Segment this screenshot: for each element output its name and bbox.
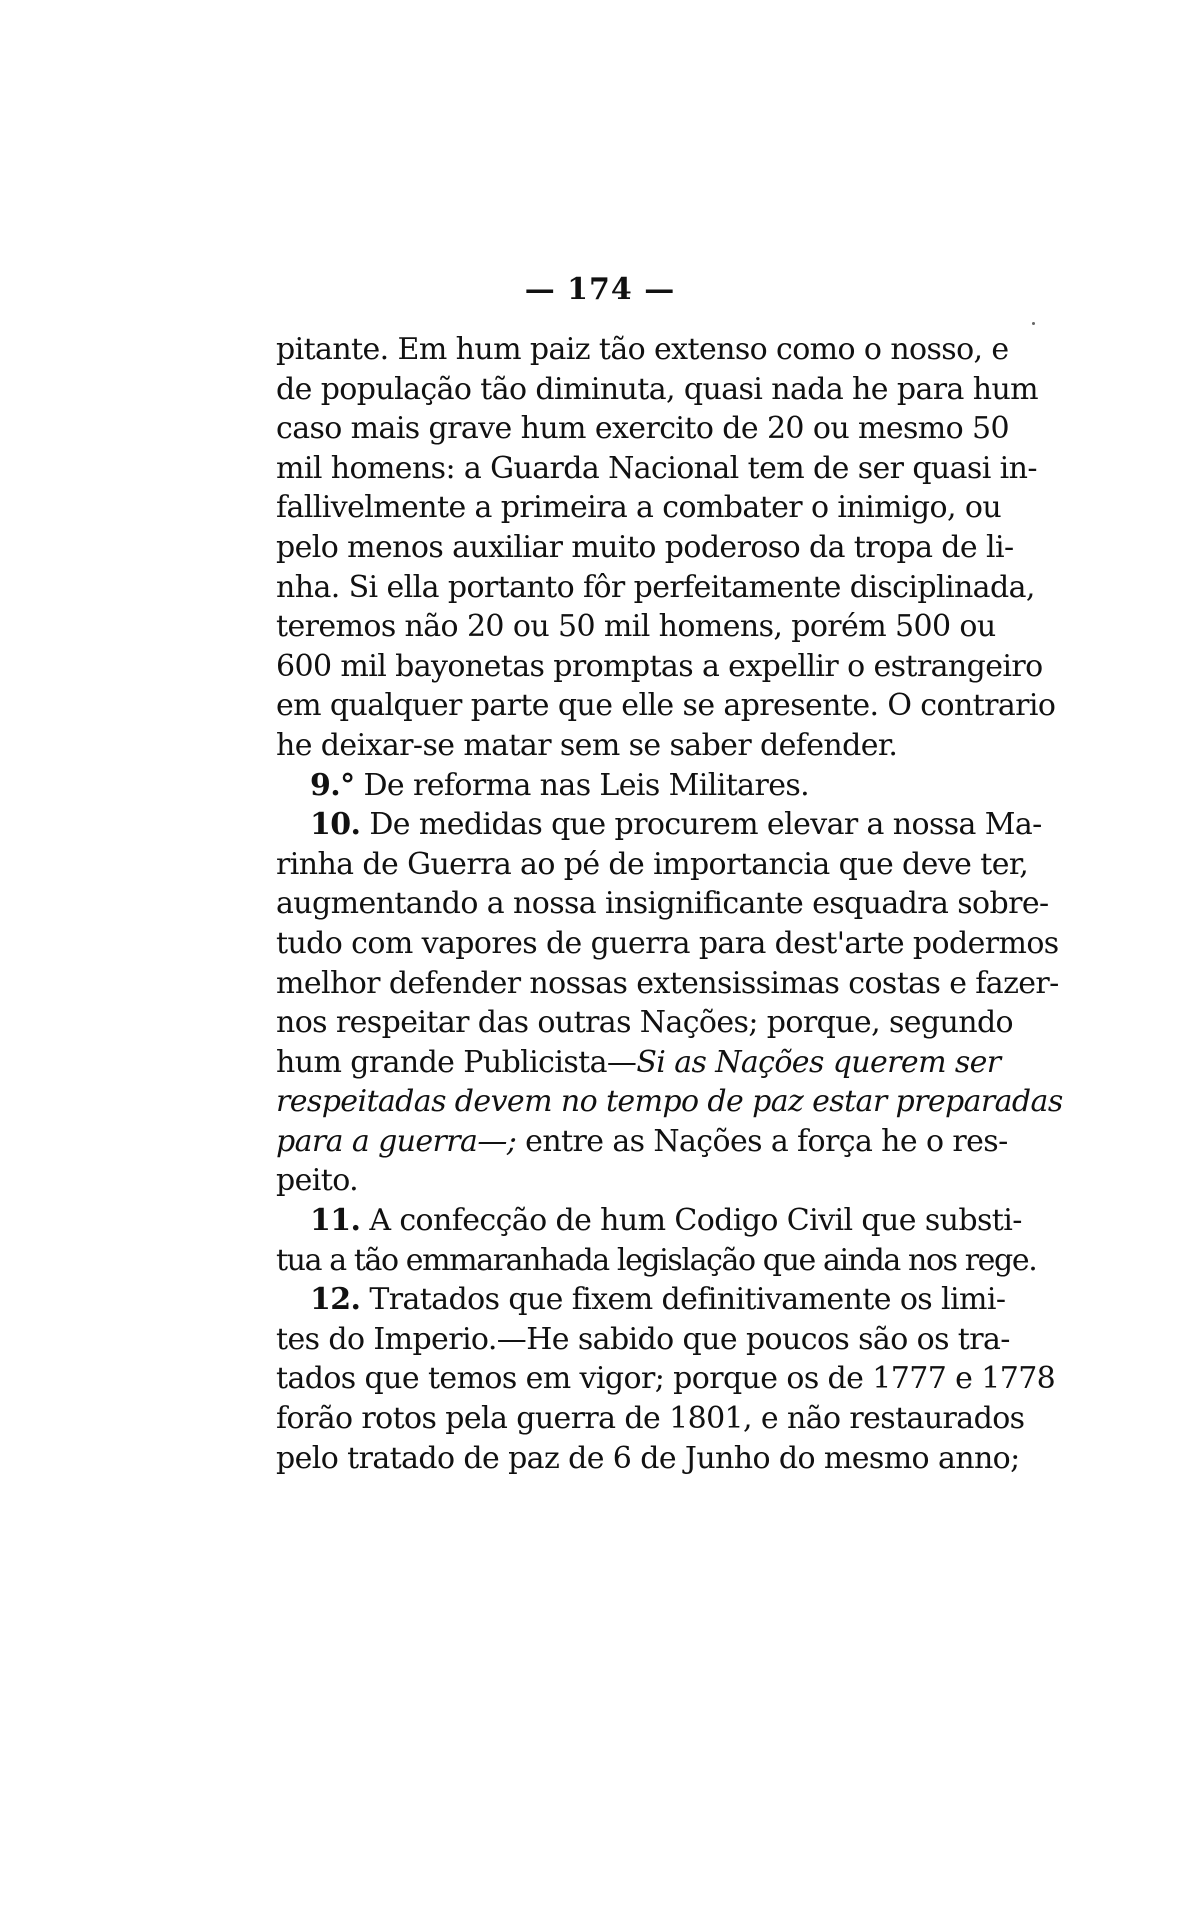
text-line xyxy=(276,1122,1008,1162)
italic-quotation-line: respeitadas devem no tempo de paz estar preparadas xyxy=(276,1084,1063,1120)
item-number: 12. xyxy=(310,1282,361,1318)
body-text xyxy=(276,330,1063,1478)
text-line: em qualquer parte que elle se apresente. O contrario xyxy=(276,688,1056,724)
numbered-item-line xyxy=(276,766,946,806)
item-text: De reforma nas Leis Militares. xyxy=(363,767,810,803)
item-number: 11. xyxy=(310,1203,361,1239)
page-number: — 174 — xyxy=(524,272,676,307)
numbered-item-line xyxy=(276,805,1042,845)
item-text: A confecção de hum Codigo Civil que substi- xyxy=(369,1203,1022,1239)
text-line: pitante. Em hum paiz tão extenso como o nosso, e xyxy=(276,332,1009,367)
text-line: caso mais grave hum exercito de 20 ou mesmo 50 xyxy=(276,411,1009,447)
text-line: rinha de Guerra ao pé de importancia que deve ter, xyxy=(276,846,1029,882)
text-line: tes do Imperio.—He sabido que poucos são os tra- xyxy=(276,1321,1010,1357)
text-line: mil homens: a Guarda Nacional tem de ser quasi in- xyxy=(276,450,1037,486)
text-line: nha. Si ella portanto fôr perfeitamente disciplinada, xyxy=(276,569,1035,605)
text-line: peito. xyxy=(276,1163,359,1199)
text-line: tudo com vapores de guerra para dest'arte podermos xyxy=(276,925,1059,961)
text-line: pelo tratado de paz de 6 de Junho do mesmo anno; xyxy=(276,1440,1020,1476)
italic-quotation: Si as Nações querem ser xyxy=(636,1044,1001,1080)
text-line: forão rotos pela guerra de 1801, e não restaurados xyxy=(276,1401,1025,1437)
text-line: melhor defender nossas extensissimas costas e fazer- xyxy=(276,965,1059,1001)
text-line: tua a tão emmaranhada legislação que ainda nos rege. xyxy=(276,1242,1037,1278)
italic-quotation: para a guerra—; xyxy=(276,1123,517,1159)
text-line xyxy=(276,1043,1001,1083)
margin-speck xyxy=(1032,322,1035,325)
roman-text: entre as Nações a força he o res- xyxy=(516,1123,1008,1159)
numbered-item-line xyxy=(276,1280,1006,1320)
item-number: 10. xyxy=(310,807,361,843)
text-line: de população tão diminuta, quasi nada he para hum xyxy=(276,371,1039,407)
text-line: tados que temos em vigor; porque os de 1777 e 1778 xyxy=(276,1361,1056,1397)
numbered-item-line xyxy=(276,1201,1022,1241)
item-text: De medidas que procurem elevar a nossa Ma- xyxy=(369,807,1042,843)
text-line: teremos não 20 ou 50 mil homens, porém 500 ou xyxy=(276,609,996,645)
item-text: Tratados que fixem definitivamente os limi- xyxy=(369,1282,1006,1318)
text-line: he deixar-se matar sem se saber defender. xyxy=(276,727,898,763)
roman-text: hum grande Publicista— xyxy=(276,1044,637,1080)
text-line: pelo menos auxiliar muito poderoso da tropa de li- xyxy=(276,529,1014,565)
text-line: nos respeitar das outras Nações; porque, segundo xyxy=(276,1005,1014,1041)
text-line: fallivelmente a primeira a combater o inimigo, ou xyxy=(276,490,1002,526)
item-number: 9.° xyxy=(310,767,355,803)
text-line: augmentando a nossa insignificante esquadra sobre- xyxy=(276,886,1049,922)
text-line: 600 mil bayonetas promptas a expellir o estrangeiro xyxy=(276,648,1043,684)
